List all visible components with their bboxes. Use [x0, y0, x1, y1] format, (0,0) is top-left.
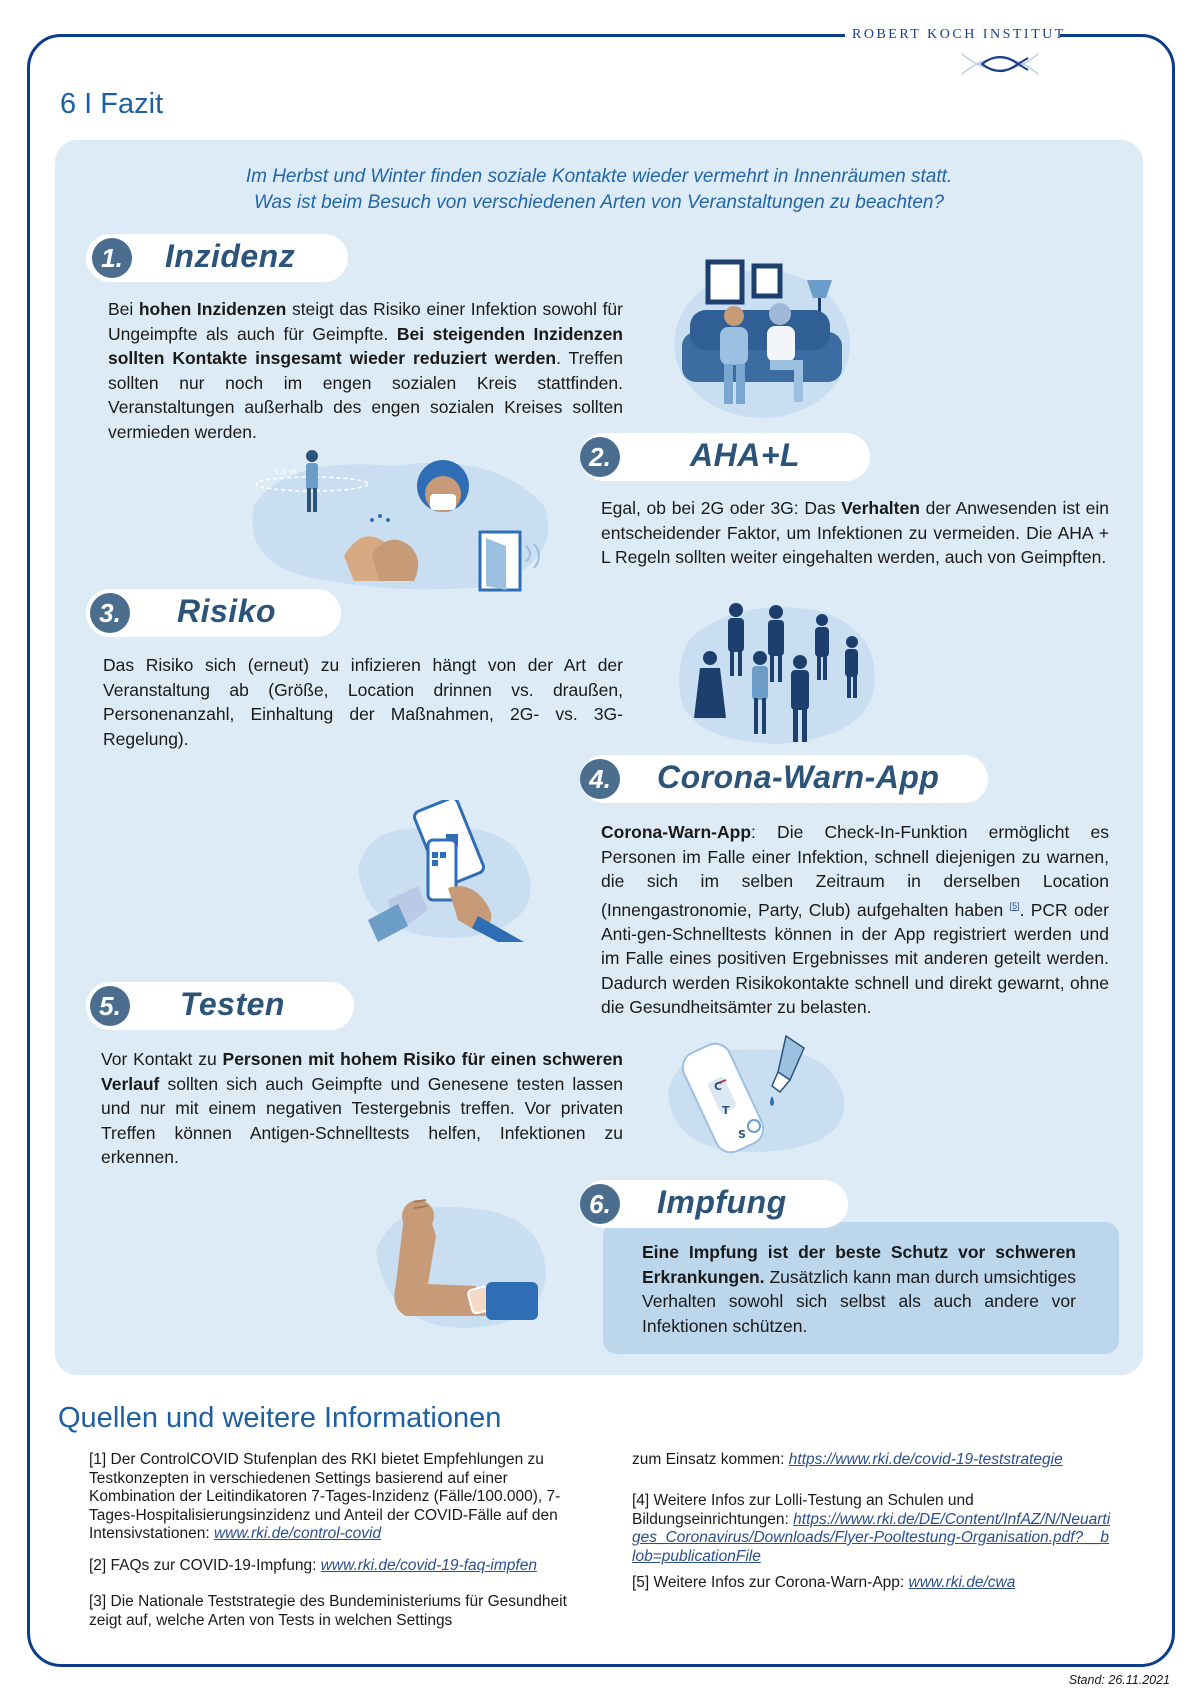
section-title-impfung: Impfung — [657, 1184, 787, 1220]
antigen-test-illustration-icon — [658, 1030, 848, 1156]
aha-rules-illustration-icon — [244, 446, 564, 596]
intro-line-2: Was ist beim Besuch von verschiedenen Arten von Veranstaltungen zu beachten? — [253, 192, 945, 213]
source-5-link[interactable]: www.rki.de/cwa — [908, 1574, 1016, 1591]
crowd-illustration-icon — [676, 598, 881, 746]
section-number-2: 2. — [580, 437, 620, 477]
text-cwa: Corona-Warn-App: Die Check-In-Funktion ermöglicht es Personen im Falle einer Infektion, schnell diejenigen zu warnen, die sich im selben Zeitraum in derselben Location (Innengastronomie, Party, Club) aufgehalten haben [5]. PCR oder Anti-gen-Schnelltests können in der App registriert werden und im Falle eines positiven Ergebnisses mit anderen geteilt werden. Dadurch werden Risikokontakte schnell und direkt gewarnt, ohne die Gesundheitsämter zu belasten. — [601, 822, 1109, 1018]
text-risiko: Das Risiko sich (erneut) zu infizieren hängt von der Art der Veranstaltung ab (Größe, Location drinnen vs. draußen, Personenanzahl, Einhaltung der Maßnahmen, 2G- vs. 3G-Regelung). — [103, 655, 623, 749]
section-title-risiko: Risiko — [177, 593, 277, 629]
test-label-c: C — [714, 1080, 723, 1093]
vaccinated-arm-illustration-icon — [366, 1192, 548, 1332]
date-stamp: Stand: 26.11.2021 — [1068, 1673, 1170, 1687]
source-4-link[interactable]: https://www.rki.de/DE/Content/InfAZ/N/Neuartiges_Coronavirus/Downloads/Flyer-Pooltestung-Organisation.pdf?__blob=publicationFile — [632, 1510, 1111, 1565]
intro-line-1: Im Herbst und Winter finden soziale Kontakte wieder vermehrt in Innenräumen statt. — [245, 166, 953, 187]
source-1: [1] Der ControlCOVID Stufenplan des RKI bietet Empfehlungen zu Testkonzepten in verschiedenen Settings basierend auf einer Kombination der Leitindikatoren 7-Tages-Inzidenz (Fälle/100.000), 7-Tages-Hospitalisierungsinzidenz und Anteil der COVID-Fälle auf den Intensivstationen: www.rki.de/control-covid — [89, 1451, 561, 1542]
source-2: [2] FAQs zur COVID-19-Impfung: www.rki.de/covid-19-faq-impfen — [89, 1557, 537, 1574]
section-title-cwa: Corona-Warn-App — [657, 759, 940, 795]
section-number-6: 6. — [580, 1184, 620, 1224]
source-3-continued: zum Einsatz kommen: https://www.rki.de/covid-19-teststrategie — [632, 1451, 1063, 1468]
intro-text — [55, 164, 1143, 216]
rki-logo-icon — [960, 48, 1040, 80]
text-inzidenz: Bei hohen Inzidenzen steigt das Risiko einer Infektion sowohl für Ungeimpfte als auch für Geimpfte. Bei steigenden Inzidenzen sollten Kontakte insgesamt wieder reduziert werden. Treffen sollten nur noch im engen sozialen Kreis stattfinden. Veranstaltungen außerhalb des engen sozialen Kreises sollten vermieden werden. — [108, 299, 624, 442]
test-label-s: S — [738, 1128, 746, 1141]
section-title-aha: AHA+L — [690, 437, 801, 473]
sources-title: Quellen und weitere Informationen — [58, 1402, 502, 1434]
distance-label: 1,5 m — [274, 467, 298, 476]
source-3-link[interactable]: https://www.rki.de/covid-19-teststrategie — [788, 1451, 1063, 1468]
section-title-testen: Testen — [180, 986, 285, 1022]
section-number-4: 4. — [580, 759, 620, 799]
section-number-3: 3. — [90, 593, 130, 633]
couch-illustration-icon — [672, 252, 852, 422]
section-title-inzidenz: Inzidenz — [165, 238, 296, 274]
source-5: [5] Weitere Infos zur Corona-Warn-App: www.rki.de/cwa — [632, 1574, 1016, 1591]
text-impfung: Eine Impfung ist der beste Schutz vor schweren Erkrankungen. Zusätzlich kann man durch umsichtiges Verhalten sowohl sich selbst als auch andere vor Infektionen schützen. — [642, 1242, 1076, 1336]
institute-name: ROBERT KOCH INSTITUT — [852, 27, 1066, 42]
source-2-link[interactable]: www.rki.de/covid-19-faq-impfen — [320, 1557, 537, 1574]
test-label-t: T — [722, 1104, 730, 1117]
source-3: [3] Die Nationale Teststrategie des Bundeministeriums für Gesundheit zeigt auf, welche Arten von Tests in welchen Settings — [89, 1593, 567, 1629]
page-title: 6 I Fazit — [60, 88, 164, 120]
text-testen: Vor Kontakt zu Personen mit hohem Risiko für einen schweren Verlauf sollten sich auch Geimpfte und Genesene testen lassen und nur mit einem negativen Testergebnis treffen. Vor privaten Treffen können Antigen-Schnelltests helfen, Infektionen zu erkennen. — [101, 1049, 623, 1167]
section-number-5: 5. — [90, 986, 130, 1026]
text-aha: Egal, ob bei 2G oder 3G: Das Verhalten der Anwesenden ist ein entscheidender Faktor, um Infektionen zu vermeiden. Die AHA + L Regeln sollten weiter eingehalten werden, auch von Geimpften. — [601, 498, 1109, 567]
section-number-1: 1. — [92, 238, 132, 278]
phone-app-illustration-icon — [348, 800, 538, 942]
source-4: [4] Weitere Infos zur Lolli-Testung an Schulen und Bildungseinrichtungen: https://www.rki.de/DE/Content/InfAZ/N/Neuartiges_Coronavirus/Downloads/Flyer-Pooltestung-Organisation.pdf?__blob=publicationFile — [632, 1492, 1111, 1565]
source-1-link[interactable]: www.rki.de/control-covid — [213, 1525, 382, 1542]
reference-5[interactable]: [5] — [1009, 900, 1020, 911]
